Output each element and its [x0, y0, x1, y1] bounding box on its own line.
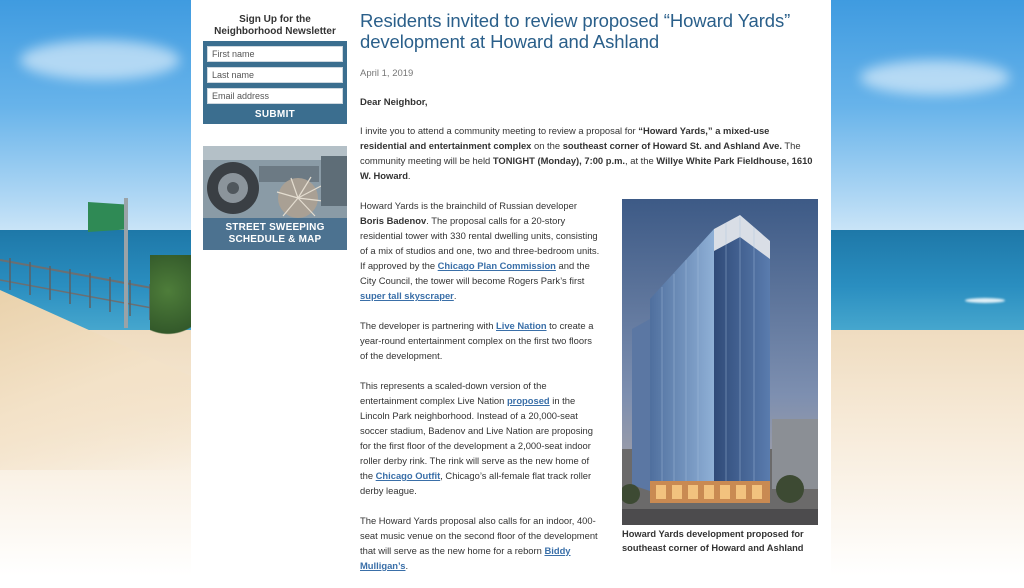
wave	[965, 298, 1005, 303]
paragraph-live-nation	[360, 318, 600, 363]
text: .	[407, 170, 411, 181]
street-sweeper-image	[203, 146, 347, 218]
newsletter-signup	[203, 14, 347, 124]
newsletter-title	[203, 14, 347, 38]
text: . The proposal calls for a 20-story residential tower with 330 rental dwelling units, consisting of a mix of studios and one, two and three-bedroom units. If approved by the	[360, 215, 600, 271]
article-date: April 1, 2019	[360, 68, 414, 79]
bold-text: southeast corner of Howard St. and Ashland Ave.	[562, 140, 782, 151]
link-chicago-plan-commission[interactable]: Chicago Plan Commission	[437, 260, 556, 271]
text: in the Lincoln Park neighborhood. Instead of a 20,000-seat soccer stadium, Badenov and Live Nation are proposing for the first floor of the development a 2,000-seat indoor roller derby rink. The rink will serve as the new home of the	[360, 395, 593, 481]
link-live-nation[interactable]: Live Nation	[496, 320, 547, 331]
text: to create a year-round entertainment complex on the first two floors of the development.	[360, 320, 594, 361]
flagpole	[124, 198, 128, 328]
article-body-column	[360, 198, 600, 588]
text: I invite you to attend a community meeting to review a proposal for	[360, 125, 639, 136]
text: The Howard Yards proposal also calls for an indoor, 400-seat music venue on the second floor of the development that will serve as the new home for a reborn	[360, 515, 598, 556]
newsletter-title-line1: Sign Up for the	[239, 14, 311, 25]
link-super-tall-skyscraper[interactable]: super tall skyscraper	[360, 290, 454, 301]
text: This represents a scaled-down version of the entertainment complex Live Nation	[360, 380, 547, 406]
first-name-input[interactable]	[207, 46, 343, 62]
link-biddy-mulligans[interactable]: Biddy Mulligan’s	[360, 545, 571, 571]
email-input[interactable]	[207, 88, 343, 104]
sidebar	[203, 14, 347, 250]
article-figure	[622, 199, 818, 555]
newsletter-title-line2: Neighborhood Newsletter	[214, 26, 336, 37]
page-content	[191, 0, 831, 576]
text: The developer is partnering with	[360, 320, 497, 331]
street-sweeping-caption	[203, 218, 347, 250]
text: Howard Yards is the brainchild of Russian developer	[360, 200, 577, 211]
intro-paragraph	[360, 123, 818, 183]
text: .	[405, 560, 409, 571]
sweep-line1: STREET SWEEPING	[225, 222, 325, 233]
text: on the	[531, 140, 563, 151]
article	[360, 0, 820, 571]
link-chicago-outfit[interactable]: Chicago Outfit	[375, 470, 441, 481]
bold-text: TONIGHT (Monday), 7:00 p.m.	[492, 155, 626, 166]
submit-button[interactable]: SUBMIT	[207, 109, 343, 122]
paragraph-developer	[360, 198, 600, 303]
street-sweeping-banner[interactable]	[203, 146, 347, 250]
paragraph-roller-derby	[360, 378, 600, 498]
cloud	[20, 40, 180, 80]
bold-text: “Howard Yards,” a mixed-use residential and entertainment complex	[360, 125, 770, 151]
text: and the City Council, the tower will become Rogers Park’s first	[360, 260, 590, 286]
newsletter-form	[203, 41, 347, 124]
bold-text: Willye White Park Fieldhouse, 1610 W. Howard	[360, 155, 813, 181]
cloud	[860, 60, 1010, 95]
bold-text: Boris Badenov	[360, 215, 427, 226]
sweep-line2: SCHEDULE & MAP	[228, 234, 322, 245]
shrub	[150, 255, 195, 345]
green-flag	[88, 202, 124, 232]
paragraph-music-venue	[360, 513, 600, 573]
text: The community meeting will be held	[360, 140, 801, 166]
salutation: Dear Neighbor,	[360, 97, 428, 108]
text: , at the	[625, 155, 657, 166]
last-name-input[interactable]	[207, 67, 343, 83]
text: .	[453, 290, 457, 301]
text: , Chicago’s all-female flat track roller derby league.	[360, 470, 592, 496]
article-headline: Residents invited to review proposed “Howard Yards” development at Howard and Ashland	[360, 10, 791, 52]
howard-yards-rendering	[622, 199, 818, 525]
figure-caption: Howard Yards development proposed for southeast corner of Howard and Ashland	[622, 529, 804, 553]
link-proposed[interactable]: proposed	[506, 395, 550, 406]
